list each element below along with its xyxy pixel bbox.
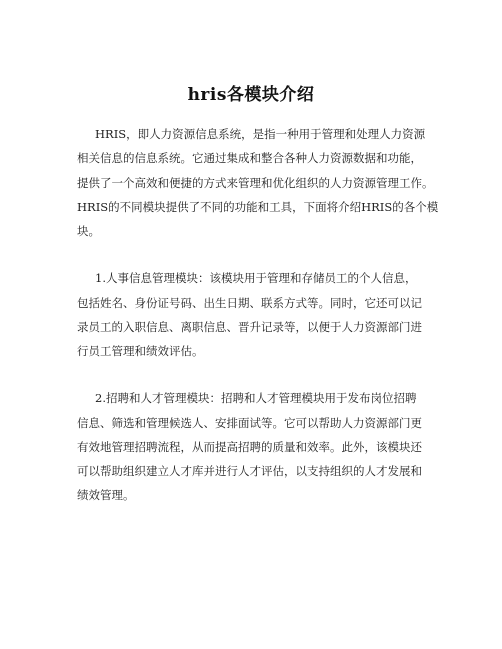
document-title: hris各模块介绍 (187, 85, 315, 105)
paragraph-2-line-4: 行员工管理和绩效评估。 (77, 344, 204, 358)
paragraph-2-line-2: 包括姓名、身份证号码、出生日期、联系方式等。同时，它还可以记 (77, 296, 422, 310)
paragraph-3-line-1: 2.招聘和人才管理模块：招聘和人才管理模块用于发布岗位招聘 (95, 391, 417, 405)
paragraph-1-line-4: HRIS的不同模块提供了不同的功能和工具，下面将介绍HRIS的各个模 (77, 200, 439, 214)
paragraph-1-line-1: HRIS，即人力资源信息系统，是指一种用于管理和处理人力资源 (95, 127, 426, 141)
paragraph-3-line-5: 绩效管理。 (77, 488, 135, 502)
paragraph-1-line-5: 块。 (77, 224, 100, 238)
paragraph-2-line-1: 1.人事信息管理模块：该模块用于管理和存储员工的个人信息， (95, 271, 417, 285)
paragraph-1-line-2: 相关信息的信息系统。它通过集成和整合各种人力资源数据和功能， (77, 151, 422, 165)
paragraph-3-line-3: 有效地管理招聘流程，从而提高招聘的质量和效率。此外，该模块还 (77, 440, 422, 454)
paragraph-1-line-3: 提供了一个高效和便捷的方式来管理和优化组织的人力资源管理工作。 (77, 176, 434, 190)
paragraph-3-line-2: 信息、筛选和管理候选人、安排面试等。它可以帮助人力资源部门更 (77, 416, 422, 430)
paragraph-2-line-3: 录员工的入职信息、离职信息、晋升记录等，以便于人力资源部门进 (77, 320, 422, 334)
paragraph-3-line-4: 可以帮助组织建立人才库并进行人才评估，以支持组织的人才发展和 (77, 464, 422, 478)
